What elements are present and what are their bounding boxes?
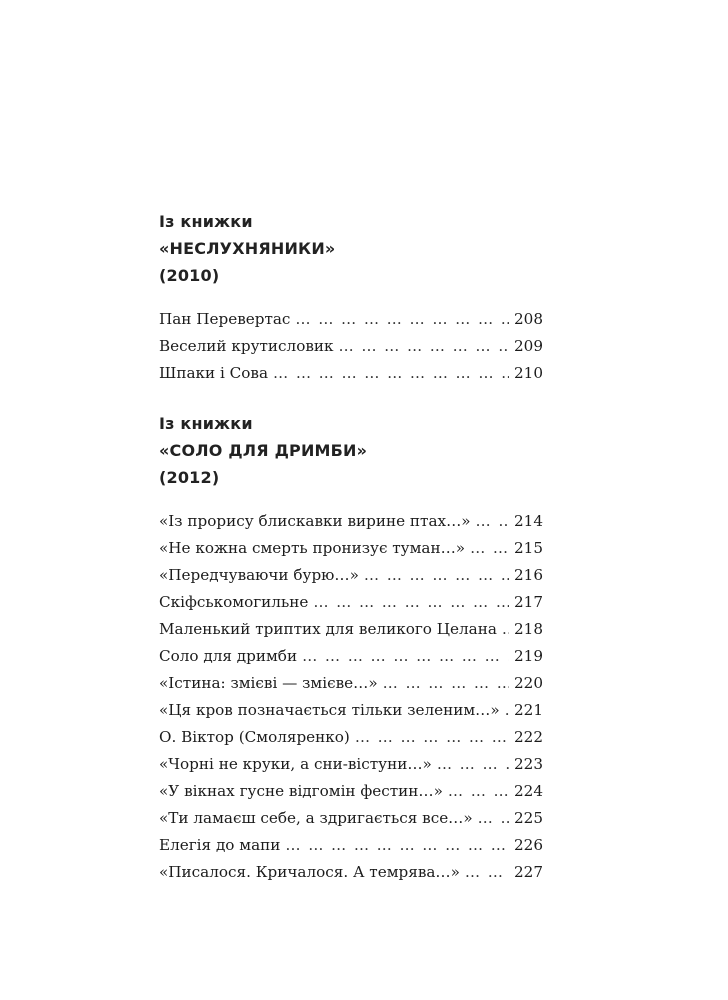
entry-page-number: 210 bbox=[514, 364, 543, 382]
section-year: (2012) bbox=[159, 468, 220, 487]
dot-leader bbox=[448, 778, 509, 805]
entry-page-number: 217 bbox=[514, 593, 543, 611]
toc-entry[interactable] bbox=[159, 333, 543, 360]
dot-leader bbox=[364, 562, 509, 589]
toc-entry[interactable] bbox=[159, 508, 543, 535]
toc-entry[interactable] bbox=[159, 697, 543, 724]
entry-title: «Ти ламаєш себе, а здригається все…» bbox=[159, 809, 473, 827]
entry-title: «Чорні не круки, а сни-вістуни…» bbox=[159, 755, 432, 773]
entry-title: О. Віктор (Смоляренко) bbox=[159, 728, 350, 746]
toc-entry[interactable] bbox=[159, 805, 543, 832]
toc-entry[interactable] bbox=[159, 360, 543, 387]
dot-leader bbox=[476, 508, 509, 535]
entry-title: «Передчуваючи бурю…» bbox=[159, 566, 359, 584]
toc-entry[interactable] bbox=[159, 832, 543, 859]
toc-entry[interactable] bbox=[159, 589, 543, 616]
entry-page-number: 208 bbox=[514, 310, 543, 328]
section-book-title: «НЕСЛУХНЯНИКИ» bbox=[159, 239, 336, 258]
dot-leader bbox=[465, 859, 509, 886]
entry-title: «У вікнах гусне відгомін фестин…» bbox=[159, 782, 443, 800]
toc-section bbox=[159, 410, 543, 886]
entry-page-number: 219 bbox=[514, 647, 543, 665]
toc-section bbox=[159, 208, 543, 387]
dot-leader bbox=[302, 643, 509, 670]
entry-page-number: 221 bbox=[514, 701, 543, 719]
section-year: (2010) bbox=[159, 266, 220, 285]
toc-entry[interactable] bbox=[159, 643, 543, 670]
toc-entry[interactable] bbox=[159, 859, 543, 886]
entry-title: «Не кожна смерть пронизує туман…» bbox=[159, 539, 466, 557]
entry-title: Маленький триптих для великого Целана bbox=[159, 620, 497, 638]
entry-page-number: 222 bbox=[514, 728, 543, 746]
entry-title: Веселий крутисловик bbox=[159, 337, 334, 355]
entry-title: «Ця кров позначається тільки зеленим…» bbox=[159, 701, 500, 719]
entry-page-number: 218 bbox=[514, 620, 543, 638]
entry-page-number: 224 bbox=[514, 782, 543, 800]
table-of-contents bbox=[159, 208, 543, 886]
toc-entry[interactable] bbox=[159, 535, 543, 562]
dot-leader bbox=[478, 805, 509, 832]
dot-leader bbox=[437, 751, 509, 778]
entry-page-number: 216 bbox=[514, 566, 543, 584]
dot-leader bbox=[295, 306, 509, 333]
entry-page-number: 209 bbox=[514, 337, 543, 355]
toc-entry[interactable] bbox=[159, 670, 543, 697]
entry-title: «Із прорису блискавки вирине птах…» bbox=[159, 512, 471, 530]
dot-leader bbox=[285, 832, 509, 859]
entry-title: «Істина: змієві — змієве…» bbox=[159, 674, 378, 692]
section-heading bbox=[159, 208, 543, 289]
entry-title: «Писалося. Кричалося. А темрява…» bbox=[159, 863, 460, 881]
entry-page-number: 227 bbox=[514, 863, 543, 881]
dot-leader bbox=[339, 333, 509, 360]
section-heading-line: Із книжки bbox=[159, 414, 253, 433]
toc-entries bbox=[159, 306, 543, 387]
toc-entry[interactable] bbox=[159, 778, 543, 805]
entry-page-number: 225 bbox=[514, 809, 543, 827]
entry-title: Скіфськомогильне bbox=[159, 593, 309, 611]
dot-leader bbox=[355, 724, 509, 751]
entry-page-number: 214 bbox=[514, 512, 543, 530]
entry-page-number: 215 bbox=[514, 539, 543, 557]
toc-entry[interactable] bbox=[159, 724, 543, 751]
entry-title: Елегія до мапи bbox=[159, 836, 281, 854]
dot-leader bbox=[383, 670, 509, 697]
entry-title: Соло для дримби bbox=[159, 647, 298, 665]
toc-entry[interactable] bbox=[159, 616, 543, 643]
dot-leader bbox=[470, 535, 509, 562]
entry-title: Шпаки і Сова bbox=[159, 364, 269, 382]
dot-leader bbox=[273, 360, 509, 387]
entry-page-number: 220 bbox=[514, 674, 543, 692]
entry-title: Пан Перевертас bbox=[159, 310, 291, 328]
dot-leader bbox=[313, 589, 509, 616]
toc-entries bbox=[159, 508, 543, 886]
section-heading-line: Із книжки bbox=[159, 212, 253, 231]
toc-entry[interactable] bbox=[159, 751, 543, 778]
section-book-title: «СОЛО ДЛЯ ДРИМБИ» bbox=[159, 441, 368, 460]
entry-page-number: 223 bbox=[514, 755, 543, 773]
dot-leader bbox=[502, 616, 509, 643]
toc-entry[interactable] bbox=[159, 562, 543, 589]
entry-page-number: 226 bbox=[514, 836, 543, 854]
toc-entry[interactable] bbox=[159, 306, 543, 333]
section-heading bbox=[159, 410, 543, 491]
